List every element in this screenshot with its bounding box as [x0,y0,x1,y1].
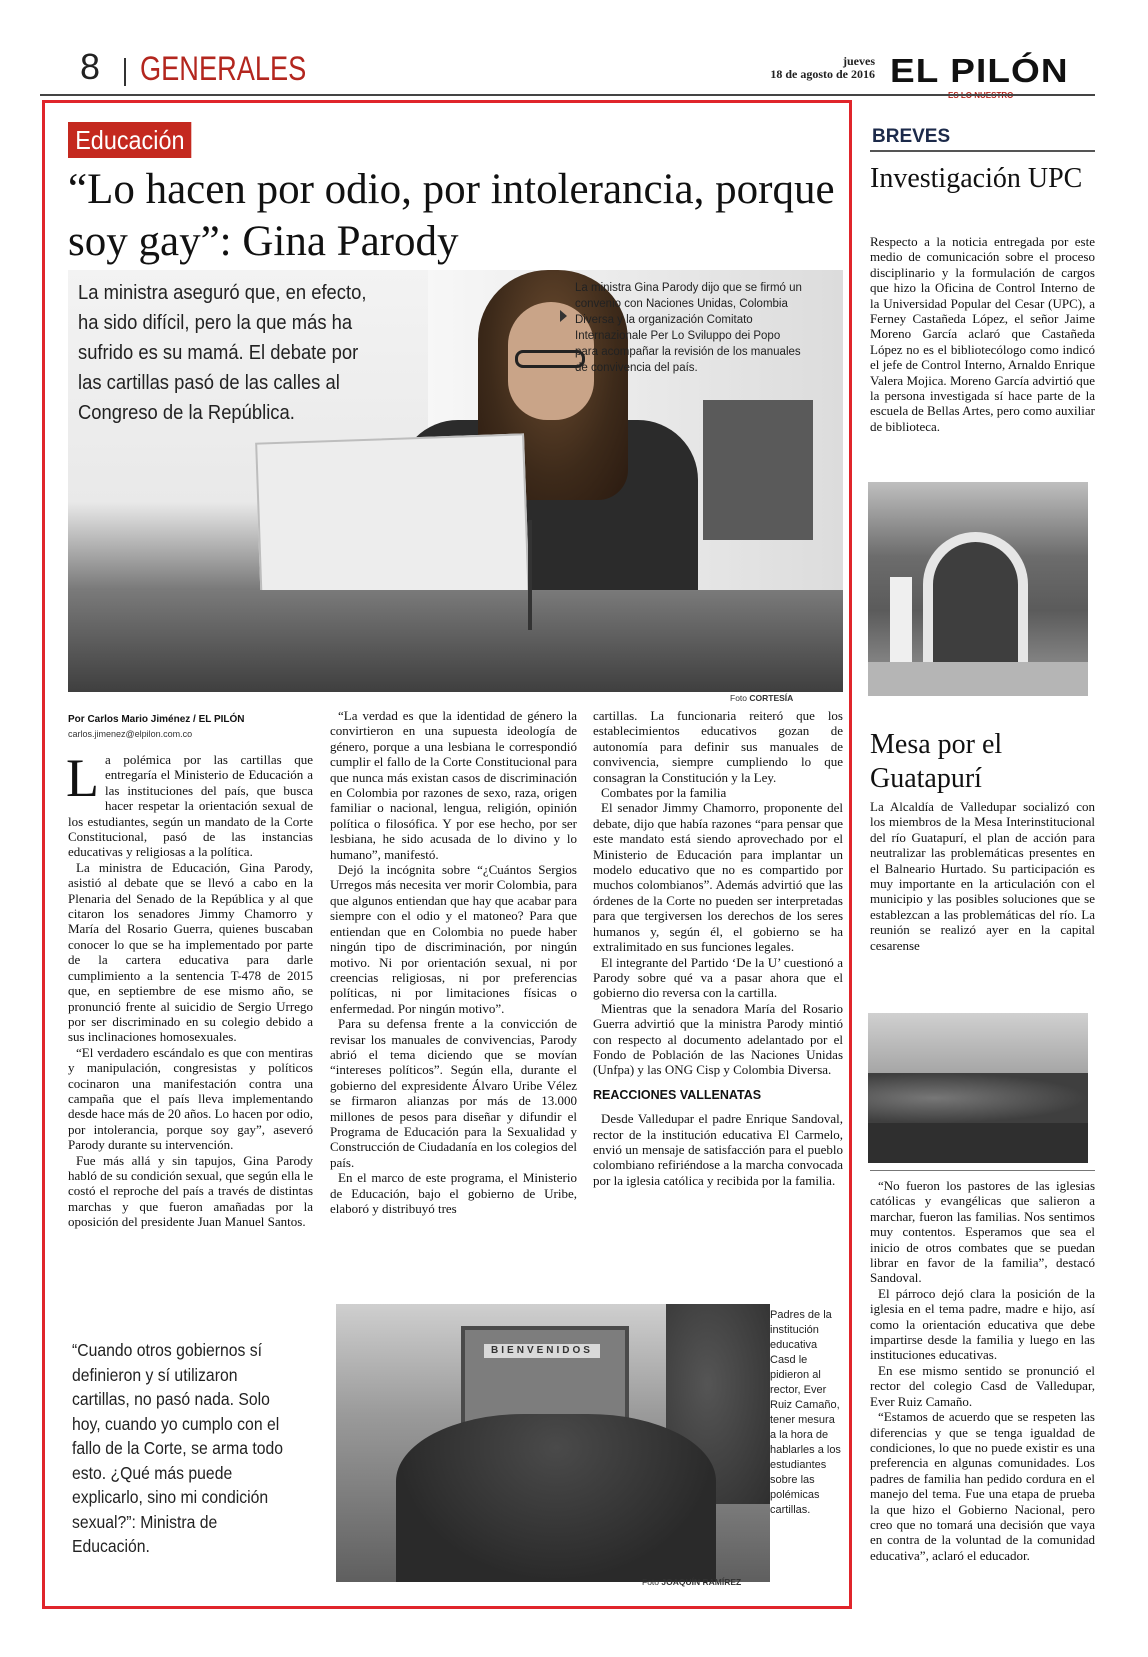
paragraph: El senador Jimmy Chamorro, proponente del debate, dijo que había razones “para pensar que este mandato está siendo aprovechado por el Ministerio de Educación para implantar un modelo educativo que no es compartido por muchos colombianos”. Además advirtió que las órdenes de la Corte no pueden ser interpretadas para que tergiversen los derechos de los seres humanos y, según él, el gobierno se ha extralimitado en sus funciones legales. [593,800,843,955]
pull-quote: “Cuando otros gobiernos sí definieron y sí utilizaron cartillas, no pasó nada. Solo hoy, cuando yo cumplo con el fallo de la Corte, se arma todo esto. ¿Qué más puede explicarlo, sino mi condición sexual?”: Ministra de Educación. [72,1340,283,1556]
paragraph: La ministra de Educación, Gina Parody, asistió al debate que se llevó a cabo en la Plenaria del Senado de la República y al que citaron los senadores Jimmy Chamorro y María del Rosario Guerra, quienes buscaban conocer lo que se ha implementado por parte de la cartera educativa para darle cumplimiento a la sentencia T-478 de 2015 que, en septiembre de ese mismo año, se pronunció frente al suicidio de Sergio Urrego por ser discriminado en su colegio debido a sus inclinaciones homosexuales. [68,859,313,1045]
paragraph: Fue más allá y sin tapujos, Gina Parody habló de su condición sexual, que según ella le costó el reproche del país a través de distintas marchas y que fueron amañadas por la oposición del presidente Juan Manuel Santos. [68,1152,313,1230]
photo-students [396,1414,716,1582]
paragraph-text: a polémica por las cartillas que entregaría el Ministerio de Educación a las instituciones del país, que busca hacer respetar la orientación sexual de los estudiantes, según un mandato de la Corte Constitucional, pasó de las instancias educativas y religiosas a la política. [68,752,313,860]
article-continuation [870,1178,1095,1563]
paragraph: “El verdadero escándalo es que con mentiras y manipulación, congresistas y políticos cocinaron una manifestación contra una campaña que el país lleva implementando desde hace más de 20 años. Lo hacen por odio, por intolerancia, porque soy gay”, aseveró Parody durante su intervención. [68,1044,313,1153]
paragraph: El párroco dejó clara la posición de la iglesia en el tema padre, madre e hijo, así como la orientación educativa que debe impartirse desde la familia y luego en las instituciones educativas. [870,1285,1095,1363]
photo-sign: BIENVENIDOS [484,1344,600,1358]
article-headline: “Lo hacen por odio, por intolerancia, porque soy gay”: Gina Parody [68,166,835,265]
article-column-2 [330,708,577,1216]
photo-microphone [528,520,532,630]
briefs-rule [870,150,1095,152]
paragraph: Para su defensa frente a la convicción de revisar los manuales de convivencias, Parody abrió el tema diciendo que se movían “intereses políticos”. Según ella, durante el gobierno del expresidente Álvaro Uribe Vélez se firmaron alianzas por más de 13.000 millones de pesos para diseñar y difundir el Programa de Educación para la Sexualidad y Construcción de Ciudadanía en los colegios del país. [330,1016,577,1170]
sidebar-divider [870,1170,1095,1171]
paragraph [66,748,313,860]
issue-full-date: 18 de agosto de 2016 [770,67,875,81]
main-photo-credit [730,693,793,703]
paragraph: Desde Valledupar el padre Enrique Sandoval, rector de la institución educativa El Carmelo, envió un mensaje de satisfacción para el pueblo colombiano refiriéndose a la marcha convocada por la iglesia católica y recibida por la familia. [593,1111,843,1188]
issue-day: jueves [843,54,875,68]
bottom-photo [336,1304,770,1582]
photo-credit-label: Foto [730,693,748,703]
photo-ground [868,662,1088,696]
paragraph: Mientras que la senadora María del Rosario Guerra advirtió que la ministra Parody mintió con respecto al documento adelantado por el Fondo de Población de las Naciones Unidas (Unfpa) y las ONG Cisp y Colombia Diversa. [593,1000,843,1078]
photo-credit-label: Foto [642,1577,660,1587]
paragraph: En ese mismo sentido se pronunció el rector del colegio Casd de Valledupar, Ever Ruiz Camaño. [870,1362,1095,1409]
photo-box [703,400,813,540]
section-subhead: REACCIONES VALLENATAS [593,1087,762,1102]
paragraph: La Alcaldía de Valledupar socializó con los miembros de la Mesa Interinstitucional del río Guatapurí, el plan de acción para neutralizar las problemáticas presentes en el Balneario Hurtado. Su participación es muy importante en la articulación con el municipio y las posibles soluciones que se establezcan a las problemáticas del río. La reunión se realizó ayer en la capital cesarense [870,799,1095,953]
bottom-photo-caption: Padres de la institución educativa Casd le pidieron al rector, Ever Ruiz Camaño, tener mesura a la hora de hablarles a los estudiantes sobre las polémicas cartillas. [770,1309,841,1516]
page-number: 8 [80,46,101,87]
paragraph: El integrante del Partido ‘De la U’ cuestionó a Parody sobre qué va a pasar ahora que el gobierno dio reversa con la cartilla. [593,954,843,1001]
drop-cap: L [66,748,99,808]
paragraph: “Estamos de acuerdo que se respeten las diferencias y que se tenga igualdad de condiciones, lo que no puede existir es una preferencia en algunas comunidades. Los padres de familia han pedido cordura en el manejo del tema. Fue una etapa de prueba la que hizo el Gobierno Nacional, pero creo que no tomará una decisión que vaya en contra de la voluntad de la comunidad educativa”, aclaró el educador. [870,1409,1095,1563]
section-name: GENERALES [140,50,307,88]
photo-credit-name: CORTESÍA [749,693,794,703]
paragraph: cartillas. La funcionaria reiteró que los establecimientos educativos gozan de autonomía para definir sus manuales de convivencia, siempre cumpliendo lo que consagran la Constitución y la Ley. [593,708,843,785]
paragraph: “No fueron los pastores de las iglesias católicas y evangélicas que salieron a marchar, fueron las familias. Nos sentimos muy contentos. Esperamos que sea el inicio de otros combates que se puedan librar en favor de la familia”, destacó Sandoval. [870,1178,1095,1286]
paragraph: Respecto a la noticia entregada por este medio de comunicación sobre el proceso disciplinario y la formulación de cargos que hizo la Oficina de Control Interno de la Universidad Popular del Cesar (UPC), a Ferney Castañeda López, el señor Jaime Moreno García aclaró que Castañeda López no es el bibliotecólogo como indicó el jefe de Control Interno, Arnaldo Enrique Valera Mojica. Moreno García advirtió que la persona investigada sí hace parte de la escuela de Bellas Artes, pero como auxiliar de biblioteca. [870,234,1095,434]
article-column-3 [593,708,843,1188]
inline-subhead: Combates por la familia [601,785,727,801]
photo-water [868,1123,1088,1163]
main-photo-caption: La ministra Gina Parody dijo que se firmó un convenio con Naciones Unidas, Colombia Diversa y la organización Comitato Internazionale Per Lo Sviluppo dei Popo para acompañar la revisión de los manuales de convivencia del país. [575,282,802,374]
section-tag: Educación [68,122,192,158]
brief-text [870,234,1095,434]
photo-pillar [890,577,912,662]
page-number-divider [124,58,126,86]
paragraph: Dejó la incógnita sobre “¿Cuántos Sergios Urregos más necesita ver morir Colombia, para que algunos entiendan que hay que acabar para siempre con el odio y el matoneo? Para que entiendan que en Colombia no puede haber ningún tipo de discriminación, por ningún motivo. Ni por orientación sexual, ni por creencias religiosas, ni por preferencias políticas, ni por limitaciones físicas o enfermedad. Por ningún motivo”. [330,862,577,1016]
author-email[interactable]: carlos.jimenez@elpilon.com.co [68,729,193,739]
photo-arch [923,532,1028,662]
photo-table [68,590,843,692]
photo-rocks [868,1073,1088,1123]
brief-title: Investigación UPC [870,163,1083,194]
brief-photo-river [868,1013,1088,1163]
byline: Por Carlos Mario Jiménez / EL PILÓN [68,714,245,725]
photo-booklet [255,433,530,611]
paragraph: En el marco de este programa, el Ministerio de Educación, bajo el gobierno de Uribe, elaboró y distribuyó tres [330,1170,577,1216]
paragraph: “La verdad es que la identidad de género la convirtieron en una supuesta ideología de género, porque a una lesbiana le correspondió cumplir el fallo de la Corte Constitucional para que nunca más existan casos de discriminación en Colombia por razones de sexo, raza, origen familiar o nacional, lengua, religión, opinión política o filosófica. Y por ese hecho, por ser lesbiana, he sido acusada de lo divino y lo humano”, manifestó. [330,708,577,862]
photo-credit-name: JOAQUÍN RAMÍREZ [661,1577,742,1587]
header-rule [40,94,1095,96]
briefs-label: BREVES [872,126,951,147]
newspaper-logo: EL PILÓN [890,52,1069,89]
issue-date [710,55,875,81]
article-column-1 [66,748,313,1230]
brief-text [870,799,1095,953]
bottom-photo-credit [642,1577,741,1587]
brief-title: Mesa por el Guatapurí [870,729,1003,794]
article-lead: La ministra aseguró que, en efecto, ha sido difícil, pero la que más ha sufrido es su mamá. El debate por las cartillas pasó de las calles al Congreso de la República. [78,282,367,424]
brief-photo-arch [868,482,1088,696]
caption-arrow-icon [560,310,567,322]
